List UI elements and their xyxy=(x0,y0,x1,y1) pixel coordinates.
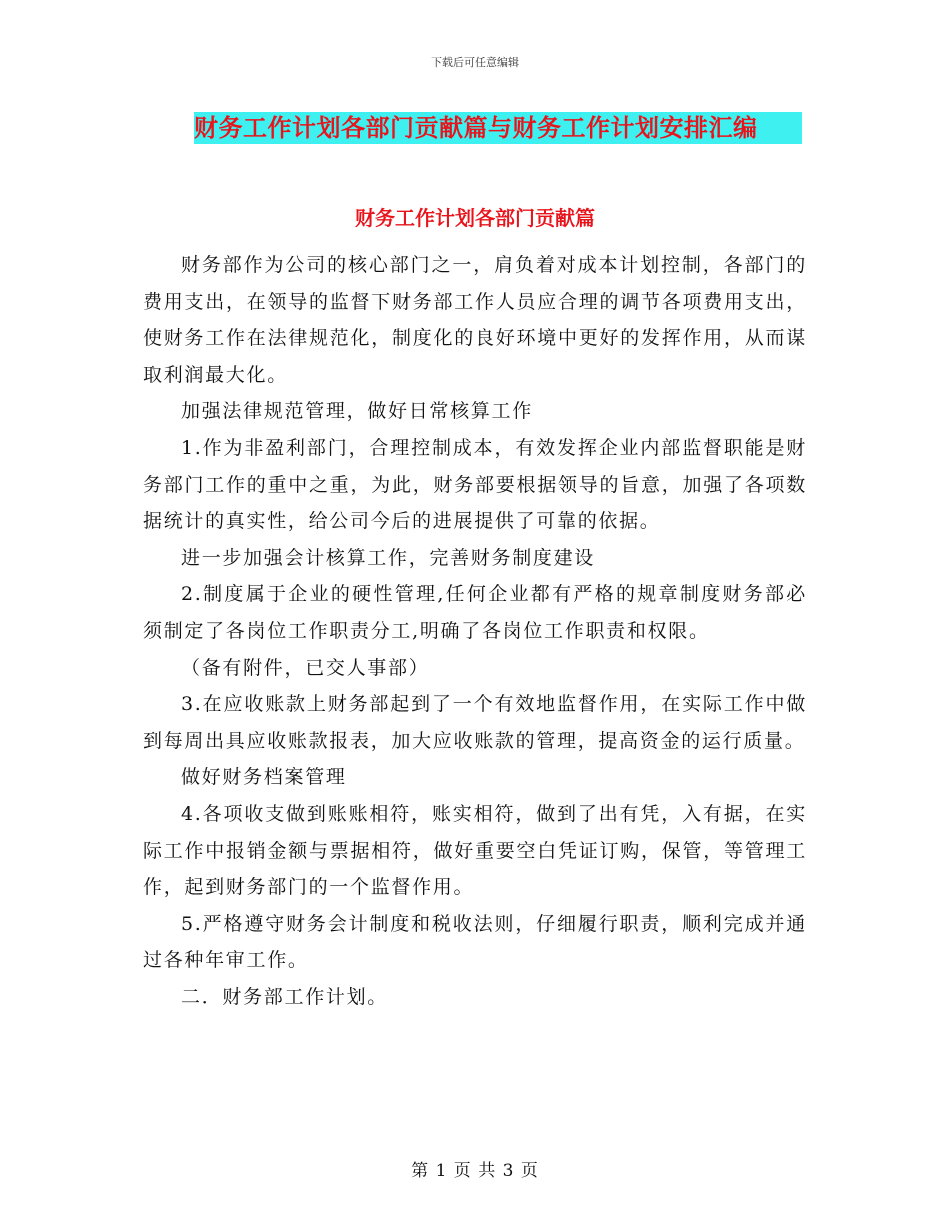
paragraph: 5.严格遵守财务会计制度和税收法则，仔细履行职责，顺利完成并通过各种年审工作。 xyxy=(143,912,807,972)
paragraph: （备有附件，已交人事部） xyxy=(181,656,430,679)
paragraph: 3.在应收账款上财务部起到了一个有效地监督作用，在实际工作中做到每周出具应收账款报表，加大应收账款的管理，提高资金的运行质量。 xyxy=(143,693,807,752)
section-title: 财务工作计划各部门贡献篇 xyxy=(355,206,595,230)
document-title: 财务工作计划各部门贡献篇与财务工作计划安排汇编 xyxy=(194,114,758,142)
paragraph: 财务部作为公司的核心部门之一，肩负着对成本计划控制，各部门的费用支出，在领导的监督下财务部工作人员应合理的调节各项费用支出，使财务工作在法律规范化，制度化的良好环境中更好的发挥作用，从而谋取利润最大化。 xyxy=(143,254,807,386)
page-footer: 第 1 页 共 3 页 xyxy=(411,1161,539,1181)
paragraph: 进一步加强会计核算工作，完善财务制度建设 xyxy=(181,546,596,569)
section-title-wrapper xyxy=(0,202,950,231)
document-body xyxy=(143,247,807,1015)
paragraph: 1.作为非盈利部门，合理控制成本，有效发挥企业内部监督职能是财务部门工作的重中之重，为此，财务部要根据领导的旨意，加强了各项数据统计的真实性，给公司今后的进展提供了可靠的依据。 xyxy=(143,436,807,533)
paragraph: 加强法律规范管理，做好日常核算工作 xyxy=(181,400,533,423)
document-title-highlight xyxy=(194,112,802,144)
paragraph: 做好财务档案管理 xyxy=(181,766,347,789)
header-note: 下载后可任意编辑 xyxy=(431,56,519,69)
paragraph: 4.各项收支做到账账相符，账实相符，做到了出有凭，入有据，在实际工作中报销金额与票据相符，做好重要空白凭证订购，保管，等管理工作，起到财务部门的一个监督作用。 xyxy=(143,802,807,899)
paragraph: 二．财务部工作计划。 xyxy=(181,985,389,1008)
paragraph: 2.制度属于企业的硬性管理,任何企业都有严格的规章制度财务部必须制定了各岗位工作职责分工,明确了各岗位工作职责和权限。 xyxy=(143,583,807,642)
